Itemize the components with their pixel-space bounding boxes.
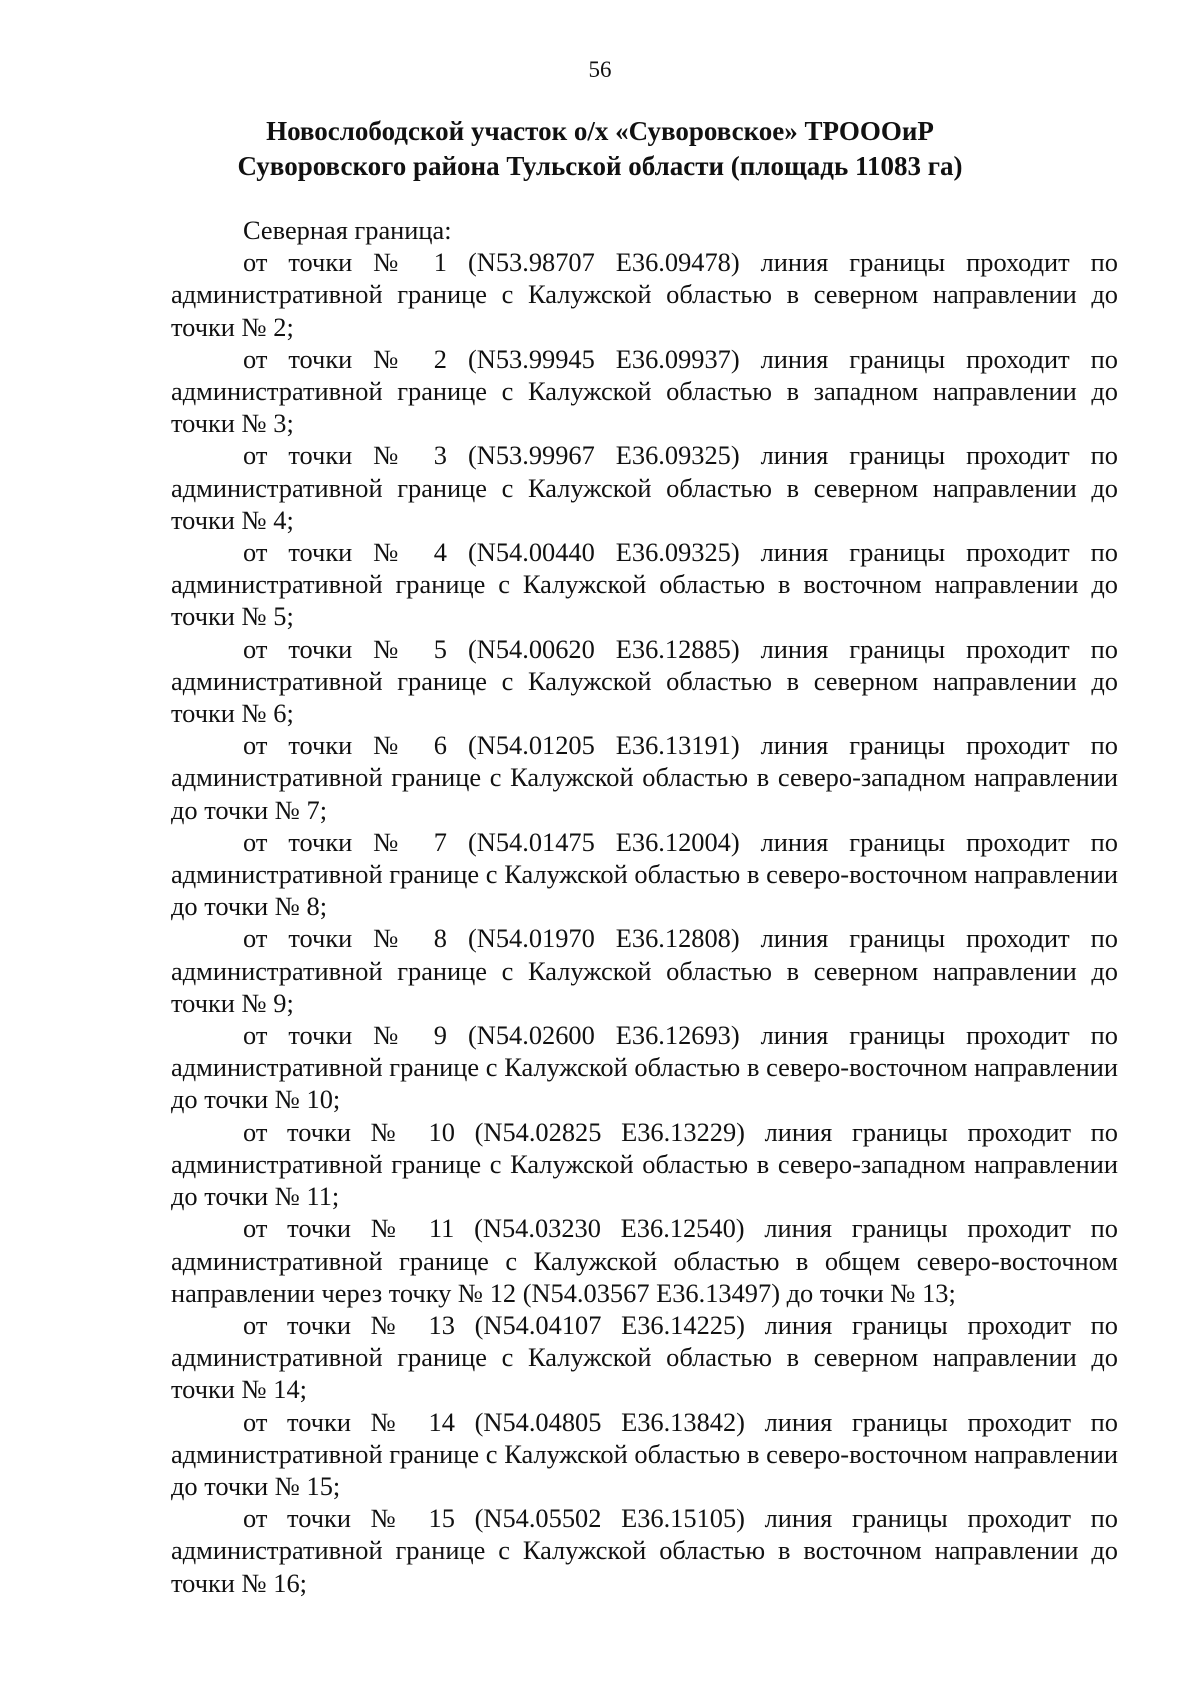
boundary-paragraph-4: от точки № 4 (N54.00440 E36.09325) линия границы проходит по административной границе с Калужской областью в восточном направлении до точки № 5;: [171, 537, 1118, 632]
document-body: [171, 214, 1118, 1599]
boundary-paragraph-2: от точки № 2 (N53.99945 E36.09937) линия границы проходит по административной границе с Калужской областью в западном направлении до точки № 3;: [171, 343, 1118, 439]
boundary-paragraph-12: от точки № 13 (N54.04107 E36.14225) линия границы проходит по административной границе с Калужской областью в северном направлении до точки № 14;: [171, 1309, 1118, 1405]
page-number: 56: [588, 57, 612, 82]
title-line-1: Новослободской участок о/х «Суворовское» ТРОООиР: [266, 116, 934, 146]
title-line-2: Суворовского района Тульской области (площадь 11083 га): [237, 151, 963, 181]
section-heading: Северная граница:: [243, 215, 452, 245]
boundary-paragraph-13: от точки № 14 (N54.04805 E36.13842) линия границы проходит по административной границе с Калужской областью в северо-восточном направлении до точки № 15;: [171, 1406, 1118, 1501]
boundary-paragraph-1: от точки № 1 (N53.98707 E36.09478) линия границы проходит по административной границе с Калужской областью в северном направлении до точки № 2;: [171, 247, 1118, 342]
boundary-paragraph-9: от точки № 9 (N54.02600 E36.12693) линия границы проходит по административной границе с Калужской областью в северо-восточном направлении до точки № 10;: [171, 1020, 1118, 1115]
boundary-paragraph-3: от точки № 3 (N53.99967 E36.09325) линия границы проходит по административной границе с Калужской областью в северном направлении до точки № 4;: [171, 440, 1118, 535]
boundary-paragraph-7: от точки № 7 (N54.01475 E36.12004) линия границы проходит по административной границе с Калужской областью в северо-восточном направлении до точки № 8;: [171, 826, 1118, 922]
boundary-paragraph-11: от точки № 11 (N54.03230 E36.12540) линия границы проходит по административной границе с Калужской областью в общем северо-восточном направлении через точку № 12 (N54.03567 E36.13497) до точки № 13;: [171, 1213, 1118, 1308]
boundary-paragraph-5: от точки № 5 (N54.00620 E36.12885) линия границы проходит по административной границе с Калужской областью в северном направлении до точки № 6;: [171, 633, 1118, 729]
boundary-paragraph-10: от точки № 10 (N54.02825 E36.13229) линия границы проходит по административной границе с Калужской областью в северо-западном направлении до точки № 11;: [171, 1116, 1118, 1212]
boundary-paragraph-8: от точки № 8 (N54.01970 E36.12808) линия границы проходит по административной границе с Калужской областью в северном направлении до точки № 9;: [171, 923, 1118, 1018]
boundary-paragraph-6: от точки № 6 (N54.01205 E36.13191) линия границы проходит по административной границе с Калужской областью в северо-западном направлении до точки № 7;: [171, 730, 1118, 825]
document-title: [150, 114, 1050, 184]
boundary-paragraph-14: от точки № 15 (N54.05502 E36.15105) линия границы проходит по административной границе с Калужской областью в восточном направлении до точки № 16;: [171, 1503, 1118, 1598]
